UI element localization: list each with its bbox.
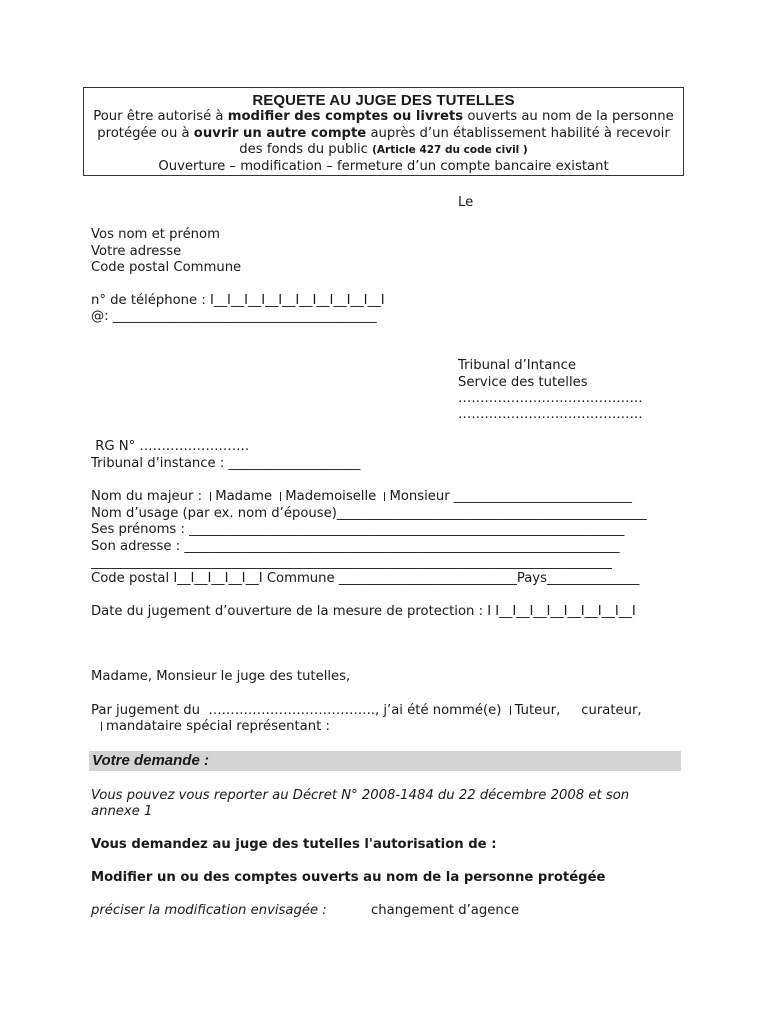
header-line-3	[84, 142, 683, 159]
document-title: REQUETE AU JUGE DES TUTELLES	[252, 92, 515, 109]
recipient-court: Tribunal d’Intance	[458, 358, 577, 373]
recipient-line-3: ……………………………………	[458, 391, 643, 406]
header-line-2	[84, 126, 683, 143]
mandataire-label: mandataire spécial représentant :	[106, 719, 330, 734]
majeur-adresse: Son adresse : __________________________________________________________________	[91, 539, 620, 554]
majeur-postal: Code postal I__I__I__I__I__I Commune ___________________________Pays______________	[91, 571, 640, 586]
sender-name: Vos nom et prénom	[91, 227, 220, 242]
majeur-adresse-line-2: _______________________________________________________________________________	[91, 555, 612, 570]
recipient-service: Service des tutelles	[458, 375, 588, 390]
header-line-1	[84, 109, 683, 126]
header-bold-text: ouvrir un autre compte	[193, 125, 367, 141]
checkbox-mademoiselle[interactable]	[280, 492, 281, 501]
decree-reference: Vous pouvez vous reporter au Décret N° 2008-1484 du 22 décembre 2008 et son	[91, 788, 630, 803]
sender-address: Votre adresse	[91, 244, 182, 259]
option-mademoiselle: Mademoiselle	[285, 489, 377, 504]
header-text: protégée ou à	[97, 125, 194, 141]
salutation: Madame, Monsieur le juge des tutelles,	[91, 669, 351, 684]
rg-number: RG N° …………………….	[91, 439, 250, 454]
checkbox-monsieur[interactable]	[384, 492, 385, 501]
header-line-4: Ouverture – modification – fermeture d’un compte bancaire existant	[158, 158, 609, 174]
checkbox-madame[interactable]	[210, 492, 211, 501]
majeur-name-line	[91, 489, 632, 505]
sender-phone: n° de téléphone : I__I__I__I__I__I__I__I__I__I__I	[91, 293, 385, 308]
recipient-line-4: ……………………………………	[458, 407, 643, 422]
section-heading: Votre demande :	[92, 752, 209, 769]
majeur-usage-name: Nom d’usage (par ex. nom d’épouse)_______________________________________________	[91, 506, 647, 521]
tribunal-instance: Tribunal d’instance : ____________________	[91, 456, 361, 471]
mandataire-line	[97, 719, 330, 735]
date-label: Le	[458, 195, 474, 210]
jugement-line	[91, 703, 642, 719]
decree-reference-annex: annexe 1	[91, 804, 153, 819]
header-text: auprès d’un établissement habilité à recevoir	[366, 125, 670, 141]
header-bold-text: modifier des comptes ou livrets	[227, 109, 464, 124]
header-text: ouverts au nom de la personne	[463, 109, 674, 124]
jugement-date: Date du jugement d’ouverture de la mesure de protection : I I__I__I__I__I__I__I__I__I	[91, 604, 636, 619]
jugement-text: Par jugement du ……………………………….., j’ai été nommé(e)	[91, 703, 502, 718]
section-header-bar	[89, 751, 681, 771]
role-options: Tuteur, curateur,	[514, 703, 642, 718]
autorisation-request: Vous demandez au juge des tutelles l'autorisation de :	[91, 837, 497, 852]
option-madame: Madame	[215, 489, 273, 504]
modifier-comptes: Modifier un ou des comptes ouverts au nom de la personne protégée	[91, 870, 606, 885]
header-box	[83, 87, 684, 176]
checkbox-mandataire[interactable]	[101, 722, 102, 731]
article-reference: (Article 427 du code civil )	[372, 144, 528, 156]
header-text: des fonds du public	[239, 142, 373, 157]
majeur-name-label: Nom du majeur :	[91, 489, 203, 504]
checkbox-tuteur[interactable]	[510, 706, 511, 715]
sender-email: @: ________________________________________	[91, 309, 377, 324]
preciser-value: changement d’agence	[371, 903, 520, 918]
majeur-prenoms: Ses prénoms : __________________________________________________________________	[91, 522, 625, 537]
sender-postal: Code postal Commune	[91, 260, 242, 275]
header-text: Pour être autorisé à	[93, 109, 228, 124]
option-monsieur: Monsieur ___________________________	[389, 489, 632, 504]
preciser-label: préciser la modification envisagée :	[91, 903, 327, 918]
